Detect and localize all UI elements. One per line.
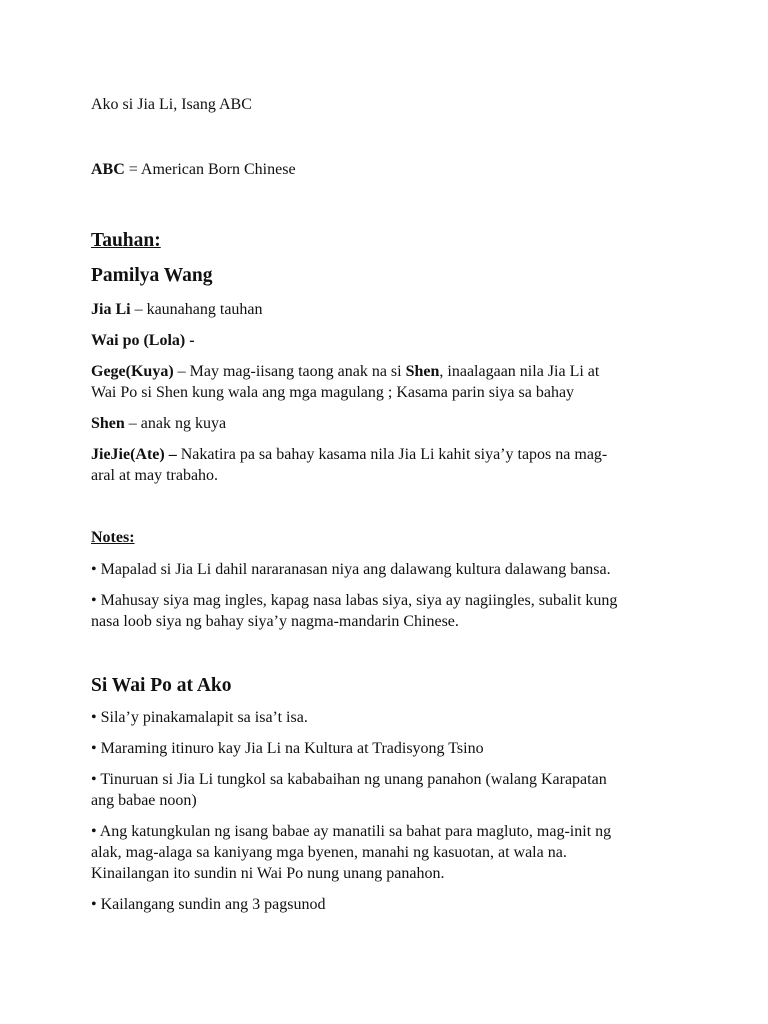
abc-meaning: = American Born Chinese	[124, 161, 296, 178]
abc-term: ABC	[91, 161, 125, 178]
document-title: Ako si Jia Li, Isang ABC	[91, 96, 252, 113]
character-gege-line2: Wai Po si Shen kung wala ang mga magulang ; Kasama parin siya sa bahay	[91, 384, 575, 401]
character-name: Shen	[91, 415, 125, 432]
character-jiejie-line2: aral at may trabaho.	[91, 467, 219, 484]
character-gege	[91, 361, 681, 382]
family-heading: Pamilya Wang	[91, 265, 213, 286]
abc-definition	[91, 159, 681, 180]
list-item-line2: ang babae noon)	[91, 792, 197, 809]
list-item: • Maraming itinuro kay Jia Li na Kultura at Tradisyong Tsino	[91, 740, 484, 757]
note-item: • Mahusay siya mag ingles, kapag nasa labas siya, siya ay nagiingles, subalit kung	[91, 592, 618, 609]
character-shen	[91, 413, 681, 434]
list-item: • Sila’y pinakamalapit sa isa’t isa.	[91, 709, 308, 726]
character-desc: Nakatira pa sa bahay kasama nila Jia Li kahit siya’y tapos na mag-	[176, 446, 608, 463]
list-item: • Ang katungkulan ng isang babae ay manatili sa bahat para magluto, mag-init ng	[91, 823, 612, 840]
list-item: • Kailangang sundin ang 3 pagsunod	[91, 896, 326, 913]
character-emphasis: Shen	[405, 363, 440, 380]
list-item: • Tinuruan si Jia Li tungkol sa kababaihan ng unang panahon (walang Karapatan	[91, 771, 607, 788]
character-name: Jia Li	[91, 301, 131, 318]
character-jiejie	[91, 444, 681, 465]
character-desc: , inaalagaan nila Jia Li at	[439, 363, 600, 380]
note-item: • Mapalad si Jia Li dahil nararanasan niya ang dalawang kultura dalawang bansa.	[91, 561, 611, 578]
character-name: JieJie(Ate) –	[91, 446, 177, 463]
character-name: Gege(Kuya)	[91, 363, 174, 380]
character-jia-li	[91, 299, 681, 320]
character-desc: – anak ng kuya	[124, 415, 227, 432]
character-desc: – kaunahang tauhan	[130, 301, 263, 318]
character-wai-po	[91, 330, 681, 351]
character-desc: – May mag-iisang taong anak na si	[173, 363, 406, 380]
list-item-line3: Kinailangan ito sundin ni Wai Po nung unang panahon.	[91, 865, 445, 882]
character-name: Wai po (Lola) -	[91, 332, 195, 349]
characters-heading: Tauhan:	[91, 230, 161, 251]
note-item-line2: nasa loob siya ng bahay siya’y nagma-mandarin Chinese.	[91, 613, 459, 630]
section-heading-wai-po: Si Wai Po at Ako	[91, 675, 232, 696]
list-item-line2: alak, mag-alaga sa kaniyang mga byenen, manahi ng kasuotan, at wala na.	[91, 844, 567, 861]
notes-heading: Notes:	[91, 529, 135, 546]
